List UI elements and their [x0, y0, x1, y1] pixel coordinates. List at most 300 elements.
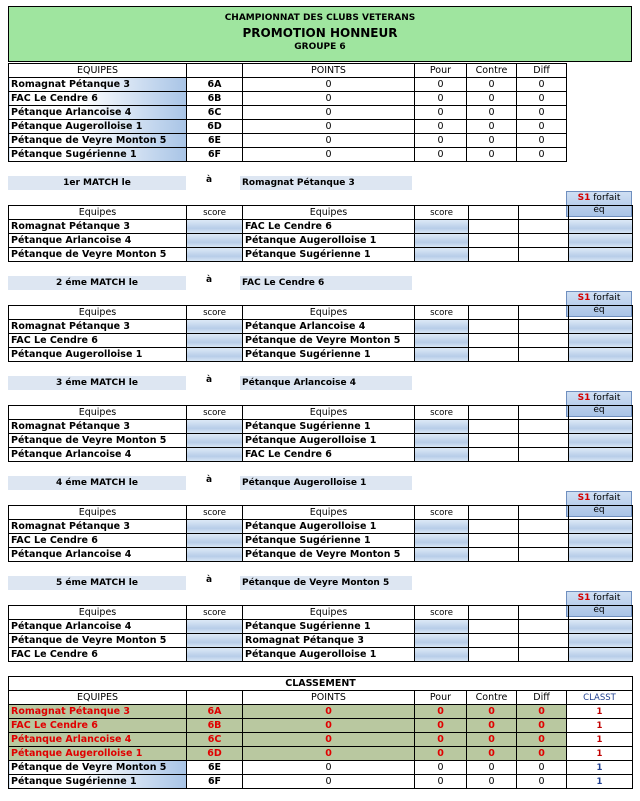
- team-name: FAC Le Cendre 6: [9, 92, 187, 106]
- home-team: Pétanque Augerolloise 1: [9, 348, 187, 362]
- diff-cell: 0: [517, 120, 567, 134]
- contre-cell: 0: [467, 705, 517, 719]
- pour-cell: 0: [415, 78, 467, 92]
- col-score-home: score: [187, 606, 243, 620]
- extra-cell[interactable]: [519, 248, 569, 262]
- away-score-input[interactable]: [415, 334, 469, 348]
- match-host: FAC Le Cendre 6: [240, 276, 412, 290]
- col-diff: Diff: [517, 64, 567, 78]
- classement-row: [9, 747, 633, 761]
- team-code: 6C: [187, 106, 243, 120]
- forfait-input[interactable]: [569, 520, 633, 534]
- match-row: [9, 634, 633, 648]
- extra-cell[interactable]: [469, 334, 519, 348]
- pour-cell: 0: [415, 719, 467, 733]
- forfait-label: [567, 292, 631, 304]
- col-score-home: score: [187, 406, 243, 420]
- match-row: [9, 220, 633, 234]
- pour-cell: 0: [415, 92, 467, 106]
- pour-cell: 0: [415, 775, 467, 789]
- diff-cell: 0: [517, 761, 567, 775]
- home-score-input[interactable]: [187, 648, 243, 662]
- away-team: Pétanque de Veyre Monton 5: [243, 334, 415, 348]
- away-team: Pétanque Augerolloise 1: [243, 520, 415, 534]
- classement-row: [9, 705, 633, 719]
- match-host: Pétanque de Veyre Monton 5: [240, 576, 412, 590]
- extra-cell[interactable]: [469, 434, 519, 448]
- team-code: 6F: [187, 775, 243, 789]
- col-equipes-home: Equipes: [9, 406, 187, 420]
- contre-cell: 0: [467, 78, 517, 92]
- away-score-input[interactable]: [415, 220, 469, 234]
- extra-cell[interactable]: [469, 548, 519, 562]
- group-title: GROUPE 6: [294, 42, 346, 52]
- match-row: [9, 548, 633, 562]
- forfait-s1: S1: [577, 593, 591, 603]
- away-score-input[interactable]: [415, 320, 469, 334]
- home-score-input[interactable]: [187, 320, 243, 334]
- home-team: Pétanque de Veyre Monton 5: [9, 248, 187, 262]
- home-score-input[interactable]: [187, 420, 243, 434]
- team-name: Pétanque Arlancoise 4: [9, 733, 187, 747]
- extra-cell[interactable]: [519, 448, 569, 462]
- team-code: 6F: [187, 148, 243, 162]
- forfait-input[interactable]: [569, 434, 633, 448]
- extra-cell[interactable]: [519, 234, 569, 248]
- home-team: Romagnat Pétanque 3: [9, 520, 187, 534]
- home-team: Pétanque Arlancoise 4: [9, 620, 187, 634]
- match-title: 4 éme MATCH le: [8, 476, 186, 490]
- col-extra-1: [469, 406, 519, 420]
- match-at-label: à: [206, 175, 213, 185]
- diff-cell: 0: [517, 719, 567, 733]
- away-team: Pétanque Sugérienne 1: [243, 620, 415, 634]
- col-contre: Contre: [467, 64, 517, 78]
- standings-row: [9, 134, 567, 148]
- forfait-input[interactable]: [569, 448, 633, 462]
- col-equipes: EQUIPES: [9, 691, 187, 705]
- extra-cell[interactable]: [469, 348, 519, 362]
- extra-cell[interactable]: [469, 634, 519, 648]
- col-classt: CLASST: [567, 691, 633, 705]
- away-score-input[interactable]: [415, 448, 469, 462]
- team-code: 6D: [187, 747, 243, 761]
- col-extra-1: [469, 506, 519, 520]
- diff-cell: 0: [517, 705, 567, 719]
- team-name: FAC Le Cendre 6: [9, 719, 187, 733]
- points-cell: 0: [243, 120, 415, 134]
- points-cell: 0: [243, 92, 415, 106]
- forfait-eq: éq: [593, 405, 605, 415]
- forfait-word: forfait: [593, 393, 621, 403]
- away-team: Pétanque Sugérienne 1: [243, 420, 415, 434]
- forfait-word: forfait: [593, 493, 621, 503]
- diff-cell: 0: [517, 134, 567, 148]
- col-extra-2: [519, 406, 569, 420]
- contre-cell: 0: [467, 92, 517, 106]
- division-title: PROMOTION HONNEUR: [242, 26, 398, 40]
- col-extra-2: [519, 606, 569, 620]
- match-host: Romagnat Pétanque 3: [240, 176, 412, 190]
- classement-title: CLASSEMENT: [9, 677, 633, 691]
- match-table: [8, 505, 633, 562]
- forfait-input[interactable]: [569, 334, 633, 348]
- col-code: [187, 691, 243, 705]
- diff-cell: 0: [517, 733, 567, 747]
- forfait-input[interactable]: [569, 348, 633, 362]
- team-code: 6A: [187, 78, 243, 92]
- col-equipes: EQUIPES: [9, 64, 187, 78]
- away-score-input[interactable]: [415, 248, 469, 262]
- contre-cell: 0: [467, 775, 517, 789]
- away-team: Pétanque Arlancoise 4: [243, 320, 415, 334]
- col-equipes-away: Equipes: [243, 506, 415, 520]
- extra-cell[interactable]: [519, 634, 569, 648]
- col-score-home: score: [187, 306, 243, 320]
- col-diff: Diff: [517, 691, 567, 705]
- extra-cell[interactable]: [469, 220, 519, 234]
- forfait-input[interactable]: [569, 320, 633, 334]
- match-table: [8, 405, 633, 462]
- away-team: FAC Le Cendre 6: [243, 220, 415, 234]
- standings-row: [9, 120, 567, 134]
- team-name: Pétanque Augerolloise 1: [9, 747, 187, 761]
- away-score-input[interactable]: [415, 348, 469, 362]
- home-score-input[interactable]: [187, 520, 243, 534]
- away-team: Pétanque de Veyre Monton 5: [243, 548, 415, 562]
- forfait-input[interactable]: [569, 620, 633, 634]
- extra-cell[interactable]: [519, 434, 569, 448]
- forfait-s1: S1: [577, 293, 591, 303]
- col-score-away: score: [415, 206, 469, 220]
- away-team: Pétanque Augerolloise 1: [243, 234, 415, 248]
- team-code: 6C: [187, 733, 243, 747]
- away-score-input[interactable]: [415, 620, 469, 634]
- away-score-input[interactable]: [415, 234, 469, 248]
- diff-cell: 0: [517, 775, 567, 789]
- contre-cell: 0: [467, 733, 517, 747]
- col-equipes-home: Equipes: [9, 506, 187, 520]
- match-title: 3 éme MATCH le: [8, 376, 186, 390]
- col-equipes-home: Equipes: [9, 206, 187, 220]
- match-header-row: [9, 606, 633, 620]
- team-code: 6A: [187, 705, 243, 719]
- forfait-input[interactable]: [569, 420, 633, 434]
- extra-cell[interactable]: [469, 534, 519, 548]
- match-header-row: [9, 506, 633, 520]
- standings-row: [9, 78, 567, 92]
- standings-row: [9, 92, 567, 106]
- forfait-s1: S1: [577, 393, 591, 403]
- diff-cell: 0: [517, 78, 567, 92]
- team-name: Pétanque de Veyre Monton 5: [9, 761, 187, 775]
- classement-row: [9, 719, 633, 733]
- extra-cell[interactable]: [519, 220, 569, 234]
- forfait-label: [567, 492, 631, 504]
- extra-cell[interactable]: [519, 648, 569, 662]
- col-equipes-away: Equipes: [243, 606, 415, 620]
- forfait-input[interactable]: [569, 634, 633, 648]
- away-team: Romagnat Pétanque 3: [243, 634, 415, 648]
- team-name: Pétanque Arlancoise 4: [9, 106, 187, 120]
- points-cell: 0: [243, 747, 415, 761]
- home-score-input[interactable]: [187, 620, 243, 634]
- forfait-label: [567, 592, 631, 604]
- match-row: [9, 520, 633, 534]
- contre-cell: 0: [467, 134, 517, 148]
- home-team: Romagnat Pétanque 3: [9, 220, 187, 234]
- home-team: Pétanque Arlancoise 4: [9, 548, 187, 562]
- home-score-input[interactable]: [187, 334, 243, 348]
- home-team: Pétanque Arlancoise 4: [9, 448, 187, 462]
- diff-cell: 0: [517, 106, 567, 120]
- home-score-input[interactable]: [187, 220, 243, 234]
- contre-cell: 0: [467, 106, 517, 120]
- contre-cell: 0: [467, 761, 517, 775]
- forfait-eq: éq: [593, 205, 605, 215]
- extra-cell[interactable]: [469, 320, 519, 334]
- col-equipes-home: Equipes: [9, 306, 187, 320]
- match-row: [9, 320, 633, 334]
- away-team: Pétanque Augerolloise 1: [243, 648, 415, 662]
- team-name: Pétanque de Veyre Monton 5: [9, 134, 187, 148]
- home-score-input[interactable]: [187, 234, 243, 248]
- team-code: 6B: [187, 719, 243, 733]
- diff-cell: 0: [517, 747, 567, 761]
- classement-row: [9, 761, 633, 775]
- home-team: FAC Le Cendre 6: [9, 334, 187, 348]
- extra-cell[interactable]: [469, 248, 519, 262]
- away-score-input[interactable]: [415, 520, 469, 534]
- away-score-input[interactable]: [415, 648, 469, 662]
- match-host: Pétanque Augerolloise 1: [240, 476, 412, 490]
- rank-cell: 1: [567, 747, 633, 761]
- match-row: [9, 334, 633, 348]
- match-title: 5 éme MATCH le: [8, 576, 186, 590]
- forfait-word: forfait: [593, 293, 621, 303]
- match-table: [8, 205, 633, 262]
- extra-cell[interactable]: [469, 620, 519, 634]
- standings-header-row: [9, 64, 567, 78]
- match-at-label: à: [206, 575, 213, 585]
- rank-cell: 1: [567, 719, 633, 733]
- home-team: Pétanque de Veyre Monton 5: [9, 634, 187, 648]
- col-contre: Contre: [467, 691, 517, 705]
- col-score-away: score: [415, 606, 469, 620]
- match-table: [8, 605, 633, 662]
- pour-cell: 0: [415, 705, 467, 719]
- standings-table: [8, 63, 567, 162]
- classement-row: [9, 775, 633, 789]
- pour-cell: 0: [415, 733, 467, 747]
- forfait-word: forfait: [593, 593, 621, 603]
- match-at-label: à: [206, 475, 213, 485]
- col-score-away: score: [415, 406, 469, 420]
- col-equipes-away: Equipes: [243, 406, 415, 420]
- diff-cell: 0: [517, 92, 567, 106]
- match-row: [9, 420, 633, 434]
- team-name: Pétanque Sugérienne 1: [9, 775, 187, 789]
- forfait-input[interactable]: [569, 534, 633, 548]
- forfait-eq: éq: [593, 605, 605, 615]
- forfait-input[interactable]: [569, 220, 633, 234]
- extra-cell[interactable]: [519, 420, 569, 434]
- extra-cell[interactable]: [469, 520, 519, 534]
- match-at-label: à: [206, 275, 213, 285]
- match-at-label: à: [206, 375, 213, 385]
- points-cell: 0: [243, 134, 415, 148]
- col-forfait: [569, 206, 633, 220]
- home-score-input[interactable]: [187, 548, 243, 562]
- match-row: [9, 534, 633, 548]
- home-team: Romagnat Pétanque 3: [9, 320, 187, 334]
- home-score-input[interactable]: [187, 348, 243, 362]
- col-extra-2: [519, 206, 569, 220]
- team-code: 6E: [187, 761, 243, 775]
- away-score-input[interactable]: [415, 534, 469, 548]
- contre-cell: 0: [467, 120, 517, 134]
- match-title: 1er MATCH le: [8, 176, 186, 190]
- team-code: 6B: [187, 92, 243, 106]
- col-extra-1: [469, 306, 519, 320]
- extra-cell[interactable]: [519, 320, 569, 334]
- match-header-row: [9, 306, 633, 320]
- team-name: Pétanque Sugérienne 1: [9, 148, 187, 162]
- forfait-label: [567, 392, 631, 404]
- col-points: POINTS: [243, 691, 415, 705]
- extra-cell[interactable]: [519, 548, 569, 562]
- pour-cell: 0: [415, 134, 467, 148]
- extra-cell[interactable]: [519, 534, 569, 548]
- forfait-word: forfait: [593, 193, 621, 203]
- extra-cell[interactable]: [469, 420, 519, 434]
- standings-row: [9, 148, 567, 162]
- home-score-input[interactable]: [187, 248, 243, 262]
- points-cell: 0: [243, 719, 415, 733]
- col-score-home: score: [187, 506, 243, 520]
- match-header-row: [9, 406, 633, 420]
- classement-table: [8, 676, 633, 789]
- match-host: Pétanque Arlancoise 4: [240, 376, 412, 390]
- rank-cell: 1: [567, 775, 633, 789]
- classement-header-row: [9, 691, 633, 705]
- home-score-input[interactable]: [187, 634, 243, 648]
- standings-row: [9, 106, 567, 120]
- home-team: FAC Le Cendre 6: [9, 648, 187, 662]
- match-title: 2 éme MATCH le: [8, 276, 186, 290]
- away-score-input[interactable]: [415, 420, 469, 434]
- match-row: [9, 434, 633, 448]
- home-score-input[interactable]: [187, 534, 243, 548]
- extra-cell[interactable]: [519, 334, 569, 348]
- col-forfait: [569, 306, 633, 320]
- match-row: [9, 248, 633, 262]
- match-row: [9, 448, 633, 462]
- match-row: [9, 620, 633, 634]
- pour-cell: 0: [415, 761, 467, 775]
- team-name: Romagnat Pétanque 3: [9, 705, 187, 719]
- away-score-input[interactable]: [415, 434, 469, 448]
- points-cell: 0: [243, 148, 415, 162]
- forfait-s1: S1: [577, 193, 591, 203]
- extra-cell[interactable]: [469, 448, 519, 462]
- home-team: Pétanque Arlancoise 4: [9, 234, 187, 248]
- col-equipes-away: Equipes: [243, 206, 415, 220]
- extra-cell[interactable]: [519, 348, 569, 362]
- extra-cell[interactable]: [519, 520, 569, 534]
- col-pour: Pour: [415, 64, 467, 78]
- points-cell: 0: [243, 733, 415, 747]
- points-cell: 0: [243, 761, 415, 775]
- rank-cell: 1: [567, 705, 633, 719]
- home-score-input[interactable]: [187, 434, 243, 448]
- col-extra-2: [519, 306, 569, 320]
- points-cell: 0: [243, 705, 415, 719]
- team-code: 6E: [187, 134, 243, 148]
- forfait-input[interactable]: [569, 248, 633, 262]
- rank-cell: 1: [567, 761, 633, 775]
- away-team: Pétanque Sugérienne 1: [243, 534, 415, 548]
- extra-cell[interactable]: [469, 234, 519, 248]
- forfait-label: [567, 192, 631, 204]
- away-score-input[interactable]: [415, 548, 469, 562]
- col-code: [187, 64, 243, 78]
- home-score-input[interactable]: [187, 448, 243, 462]
- forfait-eq: éq: [593, 505, 605, 515]
- pour-cell: 0: [415, 747, 467, 761]
- home-team: Pétanque de Veyre Monton 5: [9, 434, 187, 448]
- contre-cell: 0: [467, 719, 517, 733]
- col-score-away: score: [415, 506, 469, 520]
- team-name: Pétanque Augerolloise 1: [9, 120, 187, 134]
- pour-cell: 0: [415, 120, 467, 134]
- col-pour: Pour: [415, 691, 467, 705]
- points-cell: 0: [243, 775, 415, 789]
- col-points: POINTS: [243, 64, 415, 78]
- forfait-input[interactable]: [569, 548, 633, 562]
- col-extra-1: [469, 206, 519, 220]
- away-score-input[interactable]: [415, 634, 469, 648]
- away-team: Pétanque Sugérienne 1: [243, 248, 415, 262]
- match-row: [9, 648, 633, 662]
- away-team: Pétanque Augerolloise 1: [243, 434, 415, 448]
- forfait-input[interactable]: [569, 648, 633, 662]
- forfait-input[interactable]: [569, 234, 633, 248]
- extra-cell[interactable]: [519, 620, 569, 634]
- match-row: [9, 348, 633, 362]
- title-banner: [8, 6, 632, 62]
- match-row: [9, 234, 633, 248]
- col-equipes-away: Equipes: [243, 306, 415, 320]
- classement-row: [9, 733, 633, 747]
- col-score-away: score: [415, 306, 469, 320]
- extra-cell[interactable]: [469, 648, 519, 662]
- match-header-row: [9, 206, 633, 220]
- pour-cell: 0: [415, 106, 467, 120]
- points-cell: 0: [243, 78, 415, 92]
- rank-cell: 1: [567, 733, 633, 747]
- col-extra-2: [519, 506, 569, 520]
- col-extra-1: [469, 606, 519, 620]
- team-name: Romagnat Pétanque 3: [9, 78, 187, 92]
- col-score-home: score: [187, 206, 243, 220]
- col-forfait: [569, 606, 633, 620]
- championship-title: CHAMPIONNAT DES CLUBS VETERANS: [224, 13, 416, 23]
- diff-cell: 0: [517, 148, 567, 162]
- contre-cell: 0: [467, 148, 517, 162]
- forfait-s1: S1: [577, 493, 591, 503]
- col-forfait: [569, 506, 633, 520]
